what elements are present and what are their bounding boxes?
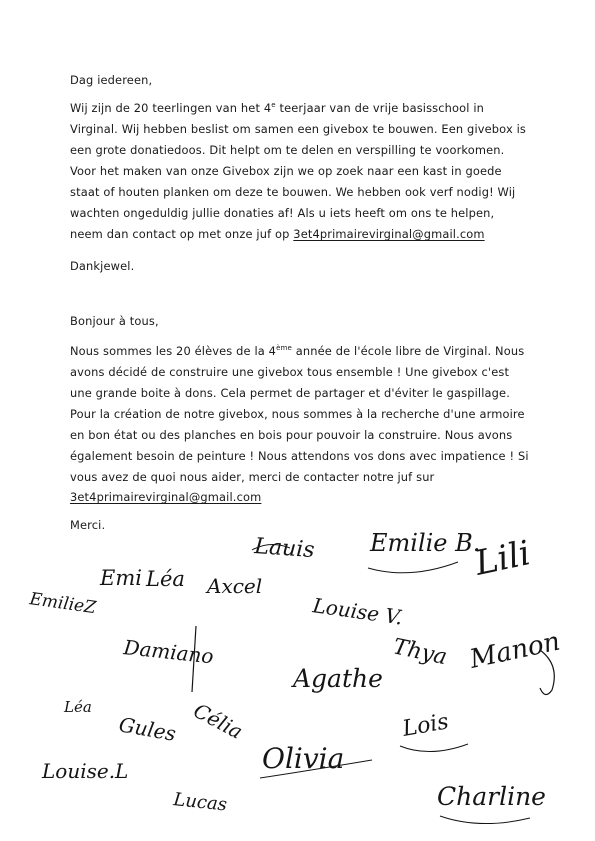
french-line: avons décidé de construire une givebox tous ensemble ! Une givebox c'est	[70, 365, 510, 379]
dutch-line: een grote donatiedoos. Dit helpt om te delen en verspilling te voorkomen.	[70, 143, 505, 157]
french-email-link[interactable]: 3et4primairevirginal@gmail.com	[70, 490, 262, 504]
signature: Lois	[400, 709, 451, 742]
signature: Axcel	[207, 574, 263, 598]
dutch-line: Virginal. Wij hebben beslist om samen een givebox te bouwen. Een givebox is	[70, 122, 527, 136]
signature: Léa	[64, 698, 92, 716]
signature: Agathe	[293, 664, 383, 693]
dutch-line: staat of houten planken om deze te bouwen. We hebben ook verf nodig! Wij	[70, 185, 516, 199]
signature: Louise V.	[311, 593, 405, 630]
signature: Lili	[471, 533, 534, 584]
signature: Lucas	[172, 789, 228, 816]
french-line: également besoin de peinture ! Nous attendons vos dons avec impatience ! Si	[70, 449, 529, 463]
dutch-closing: Dankjewel.	[70, 259, 135, 273]
french-greeting: Bonjour à tous,	[70, 314, 159, 328]
dutch-line-text: neem dan contact op met onze juf op	[70, 227, 294, 241]
dutch-line: wachten ongeduldig jullie donaties af! Als u iets heeft om ons te helpen,	[70, 206, 495, 220]
signature: Charline	[437, 782, 546, 811]
french-line-text: année de l'école libre de Virginal. Nous	[291, 344, 525, 358]
dutch-line: Voor het maken van onze Givebox zijn we op zoek naar een kast in goede	[70, 164, 502, 178]
signature: Manon	[467, 626, 563, 675]
french-closing: Merci.	[70, 518, 106, 532]
french-line: Pour la création de notre givebox, nous sommes à la recherche d'une armoire	[70, 407, 525, 421]
signature-flourish	[440, 816, 530, 824]
signature: Lauis	[253, 534, 316, 564]
signature: Emilie B.	[370, 529, 481, 557]
signature: Célia	[189, 698, 247, 744]
signature: Gules	[117, 712, 178, 746]
dutch-greeting: Dag iedereen,	[70, 73, 153, 87]
dutch-email-link[interactable]: 3et4primairevirginal@gmail.com	[293, 227, 485, 241]
signature-flourish	[400, 744, 468, 752]
signature: Damiano	[122, 635, 215, 669]
signature: Emi	[100, 566, 142, 590]
signature: Léa	[146, 567, 185, 591]
dutch-line-text: teerjaar van de vrije basisschool in	[275, 101, 485, 115]
dutch-ordinal: e	[271, 101, 276, 110]
french-line: en bon état ou des planches en bois pour pouvoir la construire. Nous avons	[70, 428, 513, 442]
french-ordinal: ème	[276, 344, 292, 353]
signature-flourish	[368, 562, 458, 573]
dutch-line-text: Wij zijn de 20 teerlingen van het 4	[70, 101, 272, 115]
signature: Olivia	[262, 742, 345, 775]
signature: Louise.L	[42, 759, 129, 783]
french-line: une grande boite à dons. Cela permet de partager et d'éviter le gaspillage.	[70, 386, 510, 400]
french-line: vous avez de quoi nous aider, merci de contacter notre juf sur	[70, 470, 435, 484]
signature: EmilieZ	[28, 589, 98, 619]
french-line-text: Nous sommes les 20 élèves de la 4	[70, 344, 277, 358]
signature: Thya	[390, 634, 450, 671]
